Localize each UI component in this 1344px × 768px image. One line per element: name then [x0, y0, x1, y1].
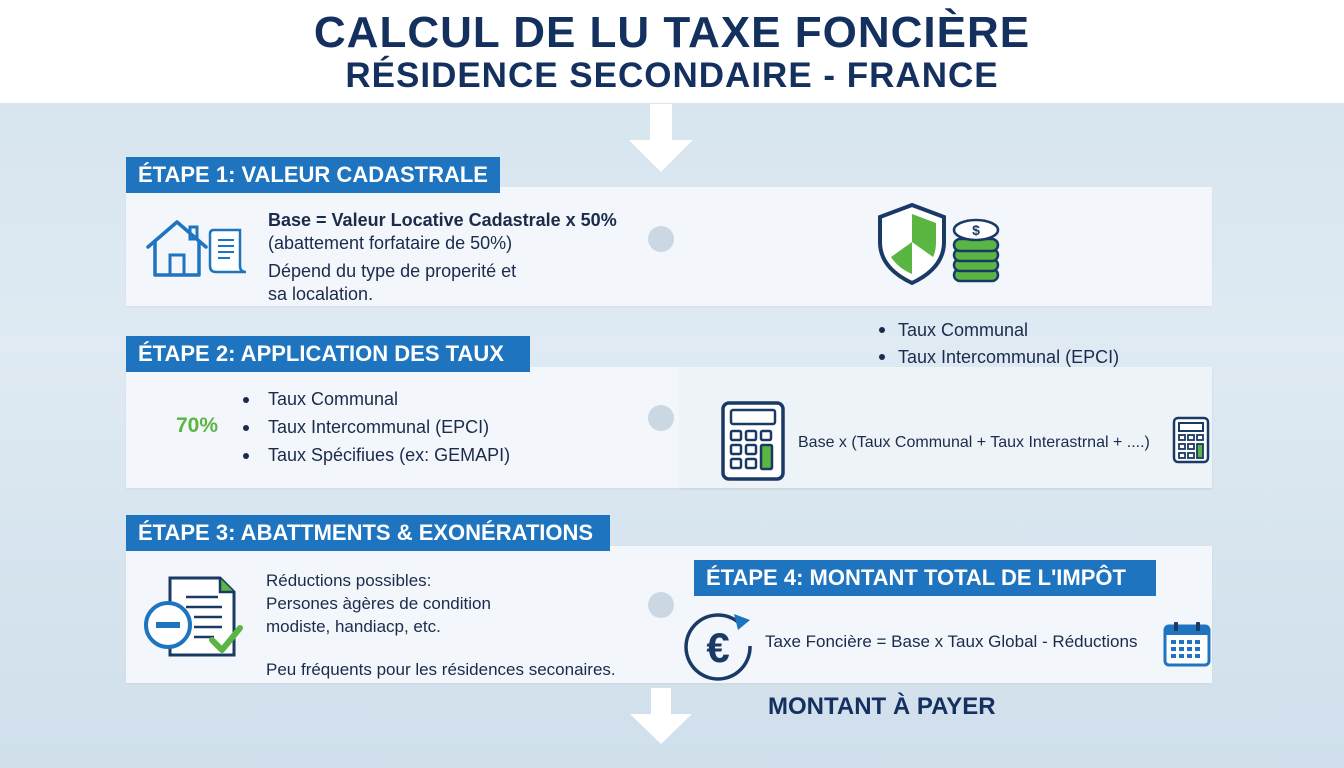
step2-rate-3: Taux Spécifiues (ex: GEMAPI): [268, 445, 511, 465]
arrow-down-icon: [626, 104, 696, 174]
bullet: [879, 354, 885, 360]
bullet: [879, 327, 885, 333]
step4-formula: Taxe Foncière = Base x Taux Global - Réductions: [765, 632, 1138, 651]
coin-stack-icon: [950, 217, 1002, 285]
calculator-icon: [720, 400, 786, 482]
connector-dot: [648, 405, 674, 431]
step2-rate-2: Taux Intercommunal (EPCI): [268, 417, 490, 437]
right-rate-1: Taux Communal: [898, 320, 1029, 340]
montant-a-payer: MONTANT À PAYER: [768, 693, 996, 720]
document-scroll-icon: [206, 226, 250, 276]
calculator-icon: [1172, 416, 1210, 464]
title-line-2: RÉSIDENCE SECONDAIRE - FRANCE: [345, 56, 999, 95]
checkmark-icon: [208, 622, 244, 656]
connector-dot: [648, 592, 674, 618]
step2-label: ÉTAPE 2: APPLICATION DES TAUX: [126, 336, 530, 372]
calendar-icon: [1162, 620, 1212, 668]
step3-line-1: Réductions possibles:: [266, 571, 432, 590]
bullet: [243, 425, 249, 431]
step1-desc-line1: Dépend du type de properité et: [268, 261, 517, 281]
arrow-down-icon: [626, 688, 696, 746]
header-band: [0, 0, 1344, 103]
svg-text:€: €: [706, 624, 730, 671]
svg-text:$: $: [972, 222, 980, 238]
step4-label: ÉTAPE 4: MONTANT TOTAL DE L'IMPÔT: [694, 560, 1156, 596]
step2-percent: 70%: [176, 414, 219, 437]
step1-desc-line2: sa localation.: [268, 284, 374, 304]
shield-icon: [876, 202, 948, 286]
step3-label: ÉTAPE 3: ABATTMENTS & EXONÉRATIONS: [126, 515, 610, 551]
step2-rate-1: Taux Communal: [268, 389, 399, 409]
step3-line-4: Peu fréquents pour les résidences seconaires.: [266, 660, 616, 679]
step1-formula: Base = Valeur Locative Cadastrale x 50%: [268, 210, 617, 230]
step3-line-2: Persones àgères de condition: [266, 594, 491, 613]
connector-dot: [648, 226, 674, 252]
right-rate-2: Taux Intercommunal (EPCI): [898, 347, 1120, 367]
step1-label: ÉTAPE 1: VALEUR CADASTRALE: [126, 157, 500, 193]
bullet: [243, 397, 249, 403]
step1-note: (abattement forfataire de 50%): [268, 233, 513, 253]
title-line-1: CALCUL DE LU TAXE FONCIÈRE: [313, 8, 1031, 57]
euro-icon: [680, 610, 760, 686]
step3-line-3: modiste, handiacp, etc.: [266, 617, 441, 636]
bullet: [243, 453, 249, 459]
step2-formula: Base x (Taux Communal + Taux Interastrnal + ....): [798, 434, 1150, 451]
house-icon: [144, 217, 210, 279]
